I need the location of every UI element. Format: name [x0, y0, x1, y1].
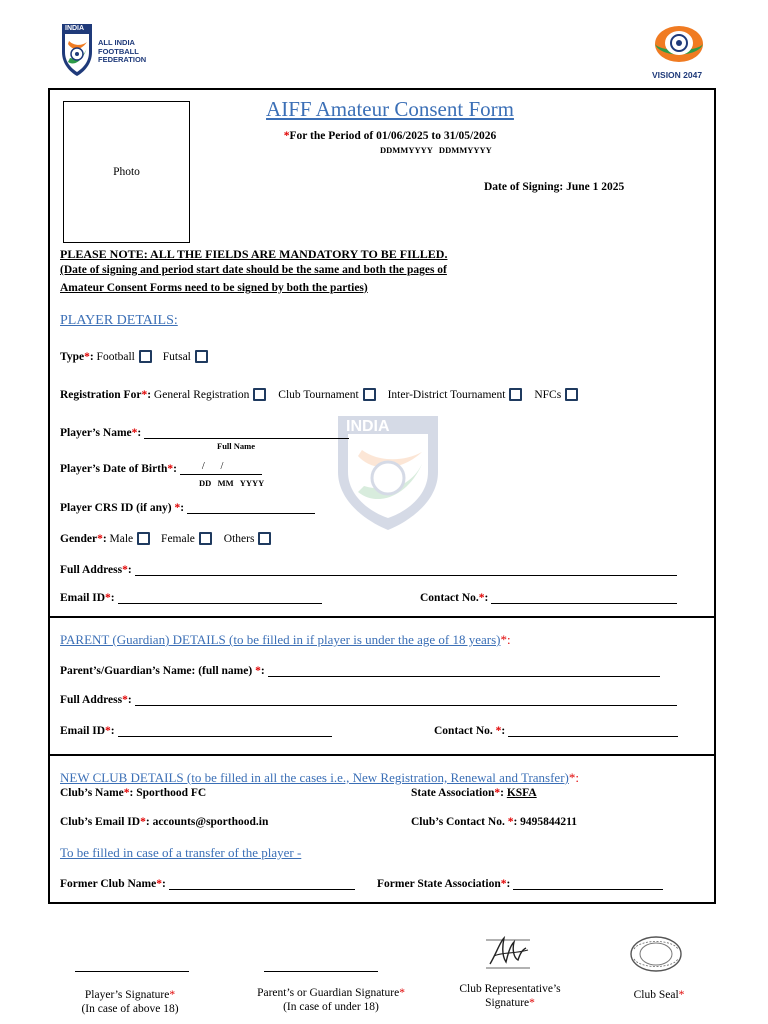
- org-name: [98, 39, 146, 65]
- type-label: Type: [60, 351, 85, 363]
- required-star: *:: [500, 632, 511, 647]
- player-signature-caption: [55, 988, 205, 1016]
- address-field[interactable]: [135, 563, 677, 576]
- gender-option: Others: [223, 533, 255, 545]
- watermark-text: INDIA: [346, 418, 390, 435]
- required-star: *:: [568, 770, 579, 785]
- club-name-row: Club’s Name*: Sporthood FC: [60, 787, 207, 799]
- dob-row: Player’s Date of Birth*: / /: [60, 462, 262, 475]
- aiff-logo: [60, 22, 170, 80]
- vision-emblem-icon: [648, 22, 710, 70]
- guardian-name-label: Parent’s/Guardian’s Name: (full name): [60, 665, 253, 677]
- former-state-row: Former State Association*:: [377, 877, 663, 890]
- note-line-3: [60, 282, 368, 294]
- registration-row: Registration For*: General Registration Club Tournament Inter-District Tournament NFCs: [60, 388, 578, 401]
- crs-row: Player CRS ID (if any) *:: [60, 501, 315, 514]
- dob-slashes: / /: [201, 461, 224, 472]
- photo-label: Photo: [113, 166, 140, 178]
- former-state-label: Former State Association: [377, 878, 501, 890]
- former-club-field[interactable]: [169, 877, 355, 890]
- player-signature-line[interactable]: [75, 971, 189, 972]
- guardian-address-label: Full Address: [60, 694, 123, 706]
- photo-box[interactable]: [63, 101, 190, 243]
- others-checkbox[interactable]: [258, 532, 271, 545]
- email-label: Email ID: [60, 592, 106, 604]
- player-name-row: Player’s Name*:: [60, 426, 349, 439]
- guardian-name-field[interactable]: [268, 664, 660, 677]
- parent-signature-caption: [236, 986, 426, 1014]
- type-row: Type*: Football Futsal: [60, 350, 208, 363]
- guardian-email-label: Email ID: [60, 725, 106, 737]
- form-title: AIFF Amateur Consent Form: [266, 97, 514, 121]
- guardian-contact-label: Contact No.: [434, 725, 493, 737]
- gender-option: Female: [161, 533, 195, 545]
- type-option-football: Football: [96, 351, 135, 363]
- required-star: *: [529, 997, 535, 1009]
- required-star: *: [399, 987, 405, 999]
- former-state-field[interactable]: [513, 877, 663, 890]
- futsal-checkbox[interactable]: [195, 350, 208, 363]
- guardian-address-row: Full Address*:: [60, 693, 677, 706]
- date-of-signing-label: Date of Signing:: [484, 181, 564, 193]
- dob-label: Player’s Date of Birth: [60, 463, 168, 475]
- state-association-row: State Association*: KSFA: [411, 787, 537, 799]
- contact-row: Contact No.*:: [420, 591, 677, 604]
- org-name-line: FEDERATION: [98, 55, 147, 64]
- guardian-contact-row: Contact No. *:: [434, 724, 678, 737]
- gender-label: Gender: [60, 533, 98, 545]
- period-format: DDMMYYYY DDMMYYYY: [380, 145, 492, 155]
- club-seal: [628, 935, 686, 975]
- registration-option: Inter-District Tournament: [387, 389, 506, 401]
- vision-logo: [648, 22, 710, 82]
- club-contact-value[interactable]: 9495844211: [520, 816, 578, 828]
- former-club-label: Former Club Name: [60, 878, 157, 890]
- guardian-contact-field[interactable]: [508, 724, 678, 737]
- club-email-value[interactable]: accounts@sporthood.in: [152, 816, 269, 828]
- guardian-email-field[interactable]: [118, 724, 332, 737]
- transfer-note: To be filled in case of a transfer of the player -: [60, 845, 302, 860]
- parent-signature-line[interactable]: [264, 971, 378, 972]
- registration-label: Registration For: [60, 389, 142, 401]
- contact-field[interactable]: [491, 591, 677, 604]
- org-name-line: ALL INDIA: [98, 38, 135, 47]
- parent-heading: [60, 632, 511, 648]
- guardian-address-field[interactable]: [135, 693, 677, 706]
- required-star: *: [678, 989, 685, 1001]
- club-name-label: Club’s Name: [60, 787, 124, 799]
- club-heading: [60, 770, 579, 786]
- former-club-row: Former Club Name*:: [60, 877, 355, 890]
- org-name-line: FOOTBALL: [98, 46, 139, 56]
- player-name-field[interactable]: [144, 426, 349, 439]
- player-details-heading: PLAYER DETAILS:: [60, 313, 178, 328]
- club-rep-signature-caption: [440, 982, 580, 1010]
- guardian-email-row: Email ID*:: [60, 724, 332, 737]
- club-rep-label: Signature: [485, 997, 530, 1009]
- general-registration-checkbox[interactable]: [253, 388, 266, 401]
- required-star: *: [169, 989, 176, 1001]
- gender-option: Male: [109, 533, 134, 545]
- state-association-label: State Association: [411, 787, 495, 799]
- handwritten-signature-icon: [480, 934, 536, 974]
- inter-district-checkbox[interactable]: [509, 388, 522, 401]
- guardian-name-row: Parent’s/Guardian’s Name: (full name) *:: [60, 664, 660, 677]
- note-line-2: [60, 264, 447, 276]
- club-name-value[interactable]: Sporthood FC: [136, 787, 207, 799]
- club-email-label: Club’s Email ID: [60, 816, 141, 828]
- seal-stamp-icon: [628, 935, 686, 975]
- player-signature-note: (In case of above 18): [81, 1003, 179, 1015]
- address-label: Full Address: [60, 564, 123, 576]
- note-line-1: [60, 247, 447, 262]
- vision-label: VISION 2047: [652, 70, 703, 80]
- period-line: [190, 130, 590, 142]
- email-row: Email ID*:: [60, 591, 322, 604]
- full-name-hint: Full Name: [217, 441, 256, 451]
- logo-text: INDIA: [65, 25, 85, 32]
- parent-signature-label: Parent’s or Guardian Signature: [257, 987, 400, 999]
- club-seal-caption: [614, 988, 704, 1002]
- parent-heading-text: PARENT (Guardian) DETAILS (to be filled in if player is under the age of 18 years): [60, 632, 501, 647]
- note-text: Amateur Consent Forms need to be signed by both the parties): [60, 282, 368, 294]
- registration-option: General Registration: [153, 389, 250, 401]
- player-signature-label: Player’s Signature: [84, 989, 170, 1001]
- nfcs-checkbox[interactable]: [565, 388, 578, 401]
- registration-option: Club Tournament: [278, 389, 359, 401]
- club-contact-row: Club’s Contact No. *: 9495844211: [411, 816, 578, 828]
- club-contact-label: Club’s Contact No.: [411, 816, 505, 828]
- football-checkbox[interactable]: [139, 350, 152, 363]
- date-of-signing-value[interactable]: June 1 2025: [566, 181, 625, 193]
- required-star: *: [283, 130, 290, 142]
- gender-row: Gender*: Male Female Others: [60, 532, 271, 545]
- address-row: Full Address*:: [60, 563, 677, 576]
- crs-label: Player CRS ID (if any): [60, 502, 172, 514]
- contact-label: Contact No.: [420, 592, 479, 604]
- date-of-signing: [484, 181, 624, 193]
- male-checkbox[interactable]: [137, 532, 150, 545]
- dob-hint: DD MM YYYY: [199, 478, 265, 488]
- club-tournament-checkbox[interactable]: [363, 388, 376, 401]
- email-field[interactable]: [118, 591, 322, 604]
- female-checkbox[interactable]: [199, 532, 212, 545]
- club-rep-label: Club Representative’s: [459, 983, 561, 995]
- state-association-value[interactable]: KSFA: [506, 787, 537, 799]
- club-email-row: Club’s Email ID*: accounts@sporthood.in: [60, 816, 269, 828]
- type-option-futsal: Futsal: [162, 351, 191, 363]
- note-text: (Date of signing and period start date should be the same and both the pages of: [60, 264, 447, 276]
- period-text: For the Period of 01/06/2025 to 31/05/2026: [289, 130, 497, 142]
- crs-field[interactable]: [187, 501, 315, 514]
- registration-option: NFCs: [534, 389, 562, 401]
- club-heading-text: NEW CLUB DETAILS (to be filled in all the cases i.e., New Registration, Renewal and Transfer): [60, 770, 569, 785]
- dob-field[interactable]: [180, 462, 262, 475]
- club-seal-label: Club Seal: [633, 989, 679, 1001]
- club-representative-signature: [480, 934, 536, 974]
- note-text: PLEASE NOTE: ALL THE FIELDS ARE MANDATORY TO BE FILLED.: [60, 247, 448, 261]
- parent-signature-note: (In case of under 18): [283, 1001, 379, 1013]
- player-name-label: Player’s Name: [60, 427, 132, 439]
